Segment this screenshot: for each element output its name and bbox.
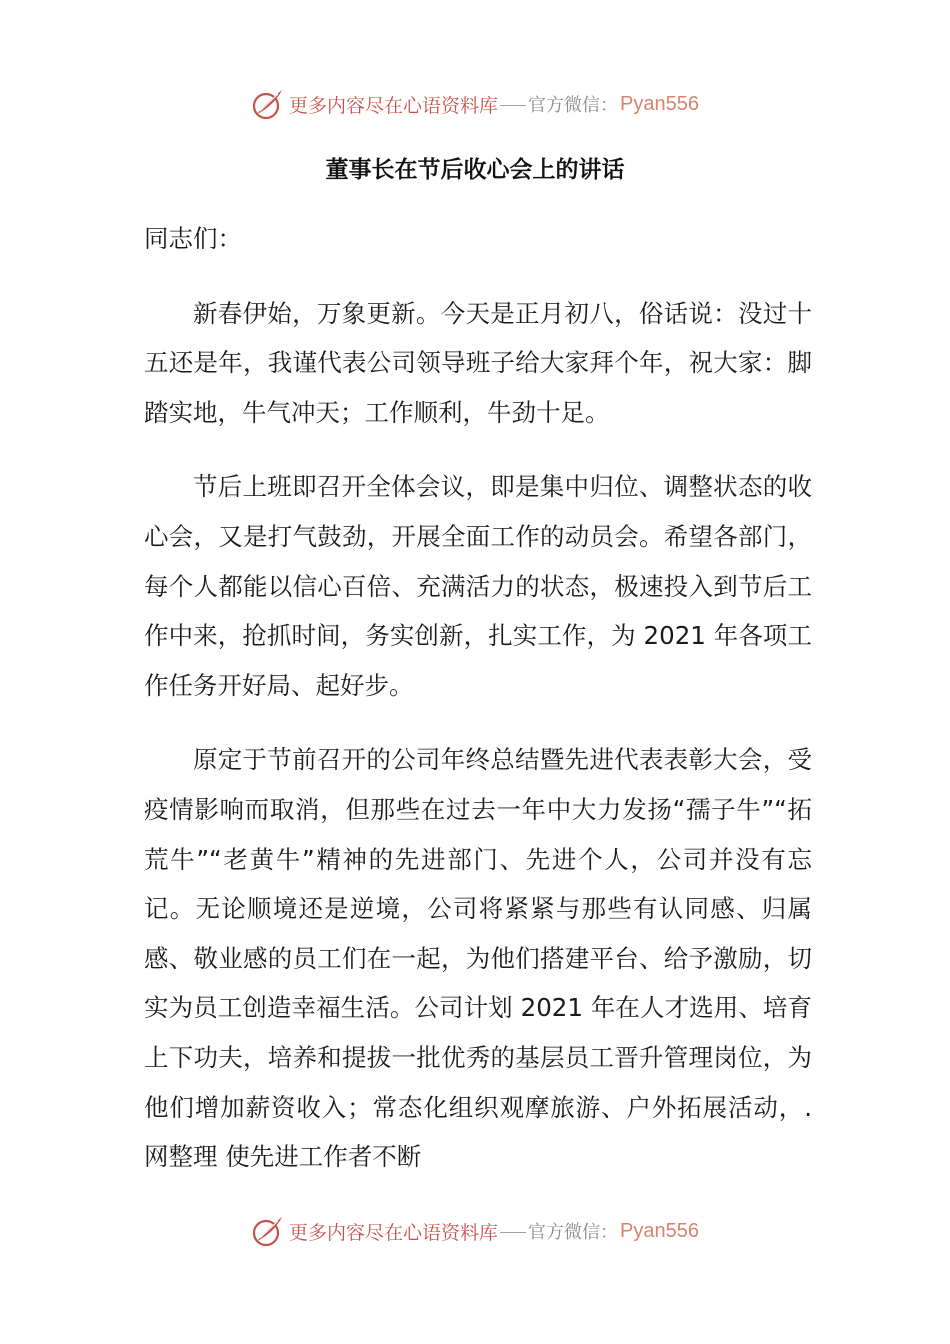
banner-brand-text: 更多内容尽在心语资料库 [289, 94, 499, 117]
paragraph-3: 原定于节前召开的公司年终总结暨先进代表表彰大会，受疫情影响而取消，但那些在过去一年中大力发扬“孺子牛”“拓荒牛”“老黄牛”精神的先进部门、先进个人，公司并没有忘记。无论顺境还是逆境，公司将紧紧与那些有认同感、归属感、敬业感的员工们在一起，为他们搭建平台、给予激励，切实为员工创造幸福生活。公司计划 2021 年在人才选用、培育上下功夫，培养和提拔一批优秀的基层员工晋升管理岗位，为他们增加薪资收入；常态化组织观摩旅游、户外拓展活动，.网整理 使先进工作者不断 [144, 745, 812, 1172]
footer-banner [0, 1211, 950, 1251]
header-banner [0, 84, 950, 124]
document-title: 董事长在节后收心会上的讲话 [325, 157, 625, 183]
banner-dash-divider [500, 105, 526, 106]
banner-wechat-id: Pyan556 [620, 1219, 699, 1242]
paragraph-2: 节后上班即召开全体会议，即是集中归位、调整状态的收心会，又是打气鼓劲，开展全面工作的动员会。希望各部门，每个人都能以信心百倍、充满活力的状态，极速投入到节后工作中来，抢抓时间，务实创新，扎实工作，为 2021 年各项工作任务开好局、起好步。 [144, 472, 812, 700]
document-body [144, 214, 812, 1207]
banner-dash-divider [500, 1232, 526, 1233]
salutation: 同志们： [144, 224, 242, 253]
banner-brand-text: 更多内容尽在心语资料库 [289, 1221, 499, 1244]
banner-wechat-id: Pyan556 [620, 92, 699, 115]
paragraph-1: 新春伊始，万象更新。今天是正月初八，俗话说：没过十五还是年，我谨代表公司领导班子给大家拜个年，祝大家：脚踏实地，牛气冲天；工作顺利，牛劲十足。 [144, 298, 812, 427]
banner-wechat-label: 官方微信： [528, 1222, 619, 1243]
quill-pen-logo-icon [251, 1214, 285, 1248]
banner-wechat-label: 官方微信： [528, 95, 619, 116]
quill-pen-logo-icon [251, 87, 285, 121]
